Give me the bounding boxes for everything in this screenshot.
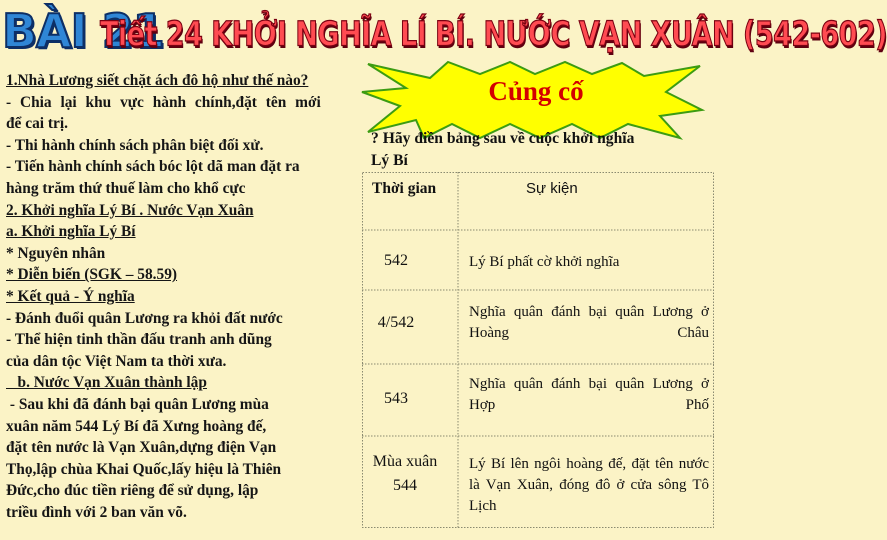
table-cell-time: 543 xyxy=(384,390,408,407)
table-cell-time: Mùa xuân 544 xyxy=(372,453,438,494)
note-line: Thọ,lập chùa Khai Quốc,lấy hiệu là Thiên xyxy=(6,460,282,478)
note-line: - Thi hành chính sách phân biệt đối xử. xyxy=(6,136,264,154)
note-line: - Đánh đuổi quân Lương ra khỏi đất nước xyxy=(6,309,283,327)
note-line: - Chia lại khu vực hành chính,đặt tên mới xyxy=(6,93,321,111)
note-line: Đức,cho đúc tiền riêng để sử dụng, lập xyxy=(6,482,259,500)
note-line: để cai trị. xyxy=(6,115,68,133)
note-line: - Tiến hành chính sách bóc lột dã man đặt ra xyxy=(6,158,300,176)
note-line: * Kết quả - Ý nghĩa xyxy=(6,287,135,305)
question-line: ? Hãy điền bảng sau về cuộc khởi nghĩa xyxy=(371,130,635,147)
lesson-main-title: Tiết 24 KHỞI NGHĨA LÍ BÍ. NƯỚC VẠN XUÂN (542-602) xyxy=(100,15,887,55)
table-header-event: Sự kiện xyxy=(526,180,578,197)
note-line: triều đình với 2 ban văn võ. xyxy=(6,503,187,521)
lesson-notes xyxy=(6,70,364,523)
table-cell-event: Lý Bí phất cờ khởi nghĩa xyxy=(469,254,620,270)
table-cell-time: 4/542 xyxy=(377,314,415,331)
note-line: xuân năm 544 Lý Bí đã Xưng hoàng đế, xyxy=(6,417,267,435)
review-question xyxy=(371,128,716,172)
note-line: - Sau khi đã đánh bại quân Lương mùa xyxy=(6,395,269,413)
note-line: đặt tên nước là Vạn Xuân,dựng điện Vạn xyxy=(6,439,277,457)
lesson-number-title: BÀI 21 xyxy=(2,4,164,58)
table-cell-time: 542 xyxy=(384,252,408,269)
table-cell-event: Lý Bí lên ngôi hoàng đế, đặt tên nước là Vạn Xuân, đóng đô ở cửa sông Tô Lịch xyxy=(469,456,709,514)
note-line: 2. Khởi nghĩa Lý Bí . Nước Vạn Xuân xyxy=(6,201,254,219)
note-line: - Thể hiện tinh thần đấu tranh anh dũng xyxy=(6,331,272,349)
note-line: b. Nước Vạn Xuân thành lập xyxy=(6,374,207,392)
note-line: * Nguyên nhân xyxy=(6,244,106,262)
note-line: hàng trăm thứ thuế làm cho khổ cực xyxy=(6,179,246,197)
note-line: * Diễn biến (SGK – 58.59) xyxy=(6,266,178,284)
review-label: Củng cố xyxy=(488,76,584,106)
question-line: Lý Bí xyxy=(371,152,408,169)
table-header-time: Thời gian xyxy=(372,180,437,197)
note-line: của dân tộc Việt Nam ta thời xưa. xyxy=(6,352,227,370)
note-line: a. Khởi nghĩa Lý Bí xyxy=(6,223,136,241)
table-cell-event: Nghĩa quân đánh bại quân Lương ở Hợp Phố xyxy=(469,376,709,413)
table-cell-event: Nghĩa quân đánh bại quân Lương ở Hoàng Châu xyxy=(469,304,709,341)
note-line: 1.Nhà Lương siết chặt ách đô hộ như thế nào? xyxy=(6,72,309,89)
